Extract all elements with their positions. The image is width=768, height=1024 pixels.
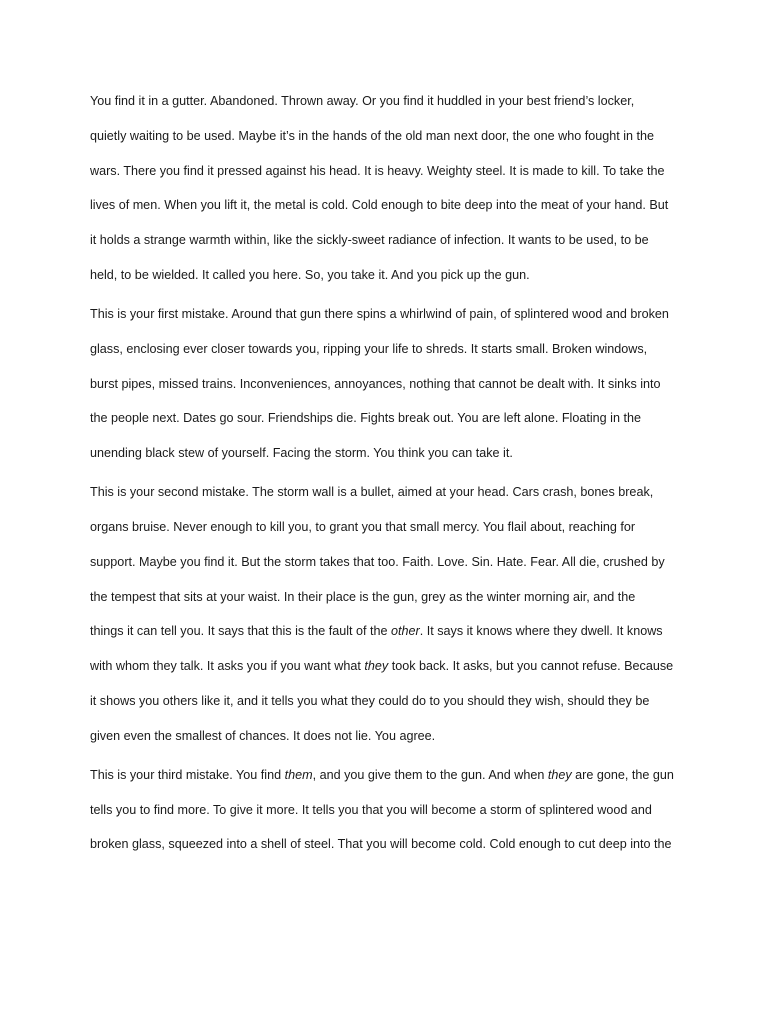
- paragraph: [90, 479, 688, 749]
- text-segment: lives of men. When you lift it, the metal is cold. Cold enough to bite deep into the meat of your hand. But: [90, 198, 669, 213]
- text-segment: . It says it knows where they dwell. It knows: [419, 624, 663, 639]
- text-line: [90, 688, 688, 723]
- text-line: [90, 618, 688, 653]
- paragraph: [90, 88, 688, 288]
- text-line: [90, 192, 688, 227]
- text-segment: it shows you others like it, and it tells you what they could do to you should they wish, should they be: [90, 693, 650, 708]
- text-segment: broken glass, squeezed into a shell of steel. That you will become cold. Cold enough to cut deep into the: [90, 837, 672, 852]
- document-body: [90, 88, 688, 857]
- text-segment: , and you give them to the gun. And when: [312, 767, 548, 782]
- text-line: [90, 405, 688, 440]
- text-line: [90, 371, 688, 406]
- text-segment: You find it in a gutter. Abandoned. Thrown away. Or you find it huddled in your best friend’s locker,: [90, 94, 635, 108]
- text-segment: with whom they talk. It asks you if you want what: [90, 659, 365, 674]
- text-segment: given even the smallest of chances. It does not lie. You agree.: [90, 728, 436, 743]
- text-line: [90, 440, 688, 466]
- text-segment: are gone, the gun: [571, 767, 674, 782]
- text-line: [90, 301, 688, 336]
- text-line: [90, 227, 688, 262]
- text-segment: held, to be wielded. It called you here. So, you take it. And you pick up the gun.: [90, 267, 530, 282]
- text-segment: tells you to find more. To give it more. It tells you that you will become a storm of splintered wood and: [90, 802, 652, 817]
- text-segment: unending black stew of yourself. Facing the storm. You think you can take it.: [90, 446, 513, 461]
- text-line: [90, 653, 688, 688]
- text-line: [90, 479, 688, 514]
- text-segment: things it can tell you. It says that this is the fault of the: [90, 624, 392, 639]
- text-line: [90, 831, 688, 857]
- text-segment: support. Maybe you find it. But the storm takes that too. Faith. Love. Sin. Hate. Fear. All die, crushed by: [90, 554, 665, 569]
- text-line: [90, 158, 688, 193]
- text-line: [90, 762, 688, 797]
- paragraph: [90, 762, 688, 858]
- text-line: [90, 262, 688, 288]
- text-segment: This is your second mistake. The storm wall is a bullet, aimed at your head. Cars crash, bones break,: [90, 485, 654, 500]
- text-line: [90, 549, 688, 584]
- italic-text: they: [547, 767, 572, 782]
- text-segment: This is your third mistake. You find: [90, 767, 285, 782]
- italic-text: other: [391, 624, 420, 639]
- italic-text: they: [364, 659, 389, 674]
- text-line: [90, 88, 688, 123]
- text-line: [90, 584, 688, 619]
- text-segment: it holds a strange warmth within, like the sickly-sweet radiance of infection. It wants to be used, to be: [90, 233, 649, 248]
- text-line: [90, 797, 688, 832]
- text-line: [90, 336, 688, 371]
- text-line: [90, 123, 688, 158]
- text-line: [90, 723, 688, 749]
- text-segment: This is your first mistake. Around that gun there spins a whirlwind of pain, of splintered wood and broken: [90, 306, 669, 321]
- text-segment: organs bruise. Never enough to kill you, to grant you that small mercy. You flail about, reaching for: [90, 519, 636, 534]
- text-segment: glass, enclosing ever closer towards you, ripping your life to shreds. It starts small. Broken windows,: [90, 341, 648, 356]
- text-segment: wars. There you find it pressed against his head. It is heavy. Weighty steel. It is made to kill. To take the: [90, 163, 665, 178]
- text-segment: burst pipes, missed trains. Inconveniences, annoyances, nothing that cannot be dealt with. It sinks into: [90, 376, 661, 391]
- text-segment: the tempest that sits at your waist. In their place is the gun, grey as the winter morning air, and the: [90, 589, 636, 604]
- text-segment: took back. It asks, but you cannot refuse. Because: [388, 659, 674, 674]
- text-segment: quietly waiting to be used. Maybe it’s in the hands of the old man next door, the one who fought in the: [90, 128, 655, 143]
- italic-text: them: [284, 767, 313, 782]
- paragraph: [90, 301, 688, 466]
- text-line: [90, 514, 688, 549]
- text-segment: the people next. Dates go sour. Friendships die. Fights break out. You are left alone. Floating in the: [90, 411, 641, 426]
